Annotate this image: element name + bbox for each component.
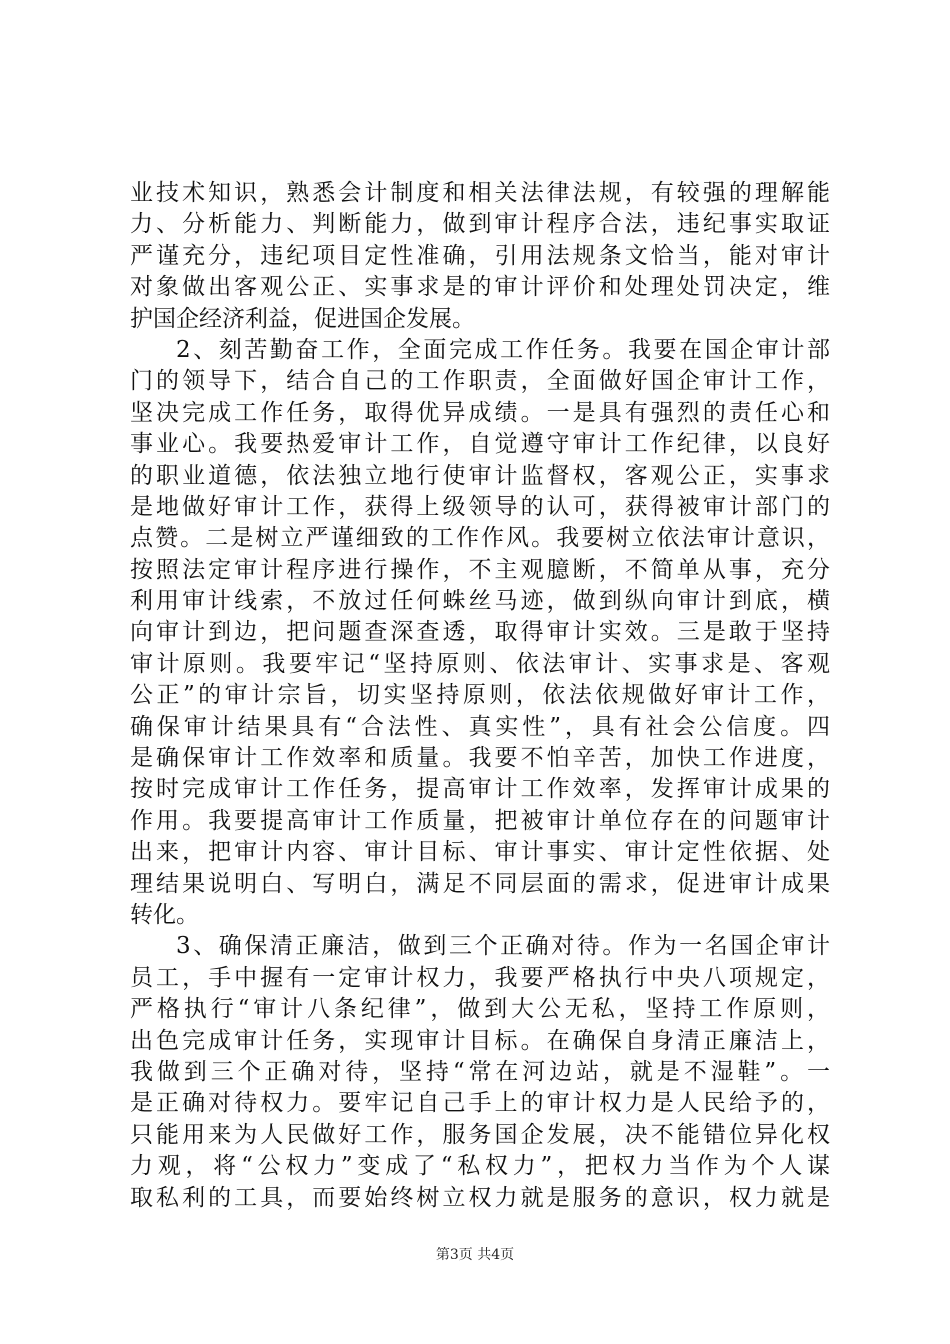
text-line: 出来，把审计内容、审计目标、审计事实、审计定性依据、处 xyxy=(130,839,830,866)
text-line: 是正确对待权力。要牢记自己手上的审计权力是人民给予的， xyxy=(130,1090,830,1117)
text-line: 点赞。二是树立严谨细致的工作作风。我要树立依法审计意识， xyxy=(130,525,830,552)
text-line: 理结果说明白、写明白，满足不同层面的需求，促进审计成果 xyxy=(130,870,830,897)
text-line: 我做到三个正确对待，坚持“常在河边站，就是不湿鞋”。一 xyxy=(130,1058,830,1085)
text-line: 业技术知识，熟悉会计制度和相关法律法规，有较强的理解能 xyxy=(130,180,830,206)
text-line: 严谨充分，违纪项目定性准确，引用法规条文恰当，能对审计 xyxy=(130,242,830,269)
text-line: 只能用来为人民做好工作，服务国企发展，决不能错位异化权 xyxy=(130,1121,830,1148)
text-line: 护国企经济利益，促进国企发展。 xyxy=(130,305,475,332)
text-line: 2、刻苦勤奋工作，全面完成工作任务。我要在国企审计部 xyxy=(176,336,830,363)
text-line: 力、分析能力、判断能力，做到审计程序合法，违纪事实取证 xyxy=(130,211,830,238)
text-line: 门的领导下，结合自己的工作职责，全面做好国企审计工作， xyxy=(130,368,830,395)
text-line: 坚决完成工作任务，取得优异成绩。一是具有强烈的责任心和 xyxy=(130,399,830,426)
text-line: 是地做好审计工作，获得上级领导的认可，获得被审计部门的 xyxy=(130,493,830,520)
text-line: 审计原则。我要牢记“坚持原则、依法审计、实事求是、客观 xyxy=(130,650,830,677)
text-line: 作用。我要提高审计工作质量，把被审计单位存在的问题审计 xyxy=(130,807,830,834)
text-line: 员工，手中握有一定审计权力，我要严格执行中央八项规定， xyxy=(130,964,830,991)
body-text xyxy=(130,178,830,1214)
text-line: 的职业道德，依法独立地行使审计监督权，客观公正，实事求 xyxy=(130,462,830,489)
text-line: 事业心。我要热爱审计工作，自觉遵守审计工作纪律，以良好 xyxy=(130,431,830,458)
page-footer: 第3页 共4页 xyxy=(435,1247,515,1263)
text-line: 向审计到边，把问题查深查透，取得审计实效。三是敢于坚持 xyxy=(130,619,830,646)
text-line: 公正”的审计宗旨，切实坚持原则，依法依规做好审计工作， xyxy=(130,682,830,709)
text-line: 取私利的工具，而要始终树立权力就是服务的意识，权力就是 xyxy=(130,1184,830,1211)
text-line: 严格执行“审计八条纪律”，做到大公无私，坚持工作原则， xyxy=(130,996,830,1023)
text-line: 是确保审计工作效率和质量。我要不怕辛苦，加快工作进度， xyxy=(130,745,830,772)
text-line: 3、确保清正廉洁，做到三个正确对待。作为一名国企审计 xyxy=(176,933,830,960)
text-line: 按照法定审计程序进行操作，不主观臆断，不简单从事，充分 xyxy=(130,556,830,583)
text-line: 确保审计结果具有“合法性、真实性”，具有社会公信度。四 xyxy=(130,713,830,740)
text-line: 力观，将“公权力”变成了“私权力”，把权力当作为个人谋 xyxy=(130,1153,830,1180)
text-line: 出色完成审计任务，实现审计目标。在确保自身清正廉洁上， xyxy=(130,1027,830,1054)
text-line: 按时完成审计工作任务，提高审计工作效率，发挥审计成果的 xyxy=(130,776,830,803)
text-line: 转化。 xyxy=(130,901,199,928)
text-line: 对象做出客观公正、实事求是的审计评价和处理处罚决定，维 xyxy=(130,274,830,301)
text-line: 利用审计线索，不放过任何蛛丝马迹，做到纵向审计到底，横 xyxy=(130,588,830,615)
